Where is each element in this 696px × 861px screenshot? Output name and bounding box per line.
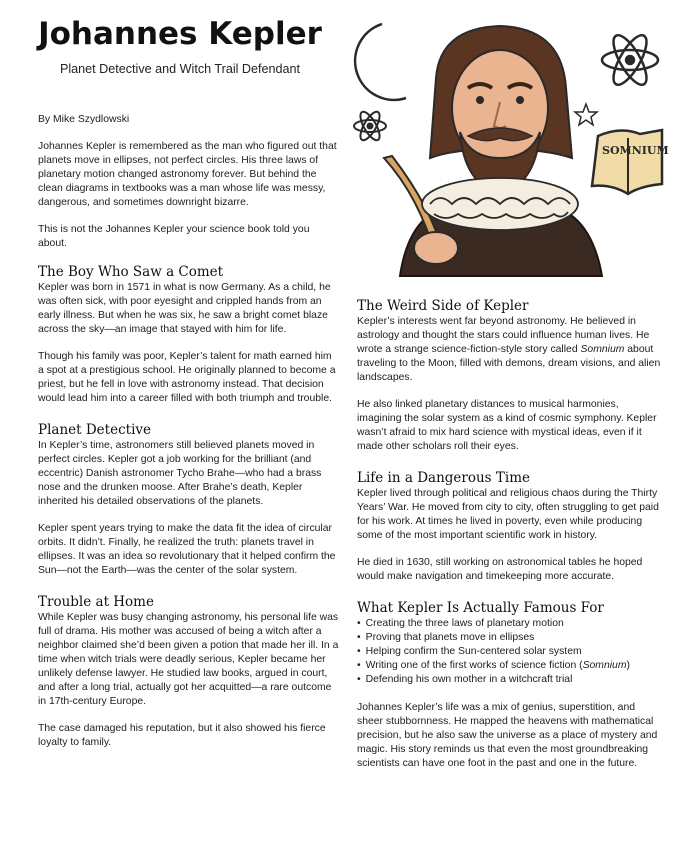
star-icon (575, 104, 597, 125)
weird-paragraph-1: Kepler’s interests went far beyond astronomy. He believed in astrology and thought the stars could influence human lives. He wrote a strange science-fiction-style story called Somnium about traveling to the Moon, filled with demons, dream visions, and alien landscapes. (357, 316, 661, 383)
list-item: • Proving that planets move in ellipses (357, 631, 661, 645)
section-heading-trouble: Trouble at Home (38, 594, 154, 610)
small-atom-icon (354, 109, 386, 143)
section-heading-weird: The Weird Side of Kepler (357, 298, 529, 314)
section-heading-boy: The Boy Who Saw a Comet (38, 264, 224, 280)
section-heading-danger: Life in a Dangerous Time (357, 470, 531, 486)
weird-paragraph-2: He also linked planetary distances to musical harmonies, imagining the solar system as a kind of cosmic symphony. Kepler wasn’t afraid to mix hard science with mystical ideas, even if it made other scholars roll their eyes. (357, 399, 657, 452)
left-column (38, 140, 340, 763)
closing-paragraph: Johannes Kepler’s life was a mix of genius, superstition, and sheer stubbornness. He mapped the heavens with mathematical precision, but he also saw the universe as a place of mystery and magic. His story reminds us that even the most groundbreaking scientists can have one foot in the past and one in the future. (357, 702, 658, 769)
section-heading-famous: What Kepler Is Actually Famous For (357, 600, 604, 616)
list-item: • Writing one of the first works of science fiction (Somnium) (357, 659, 661, 673)
boy-paragraph-2: Though his family was poor, Kepler’s talent for math earned him a spot at a prestigious school. He originally planned to become a priest, but he fell in love with astronomy instead. That decision would lead him into a career filled with both triumph and trouble. (38, 351, 336, 404)
byline: By Mike Szydlowski (38, 114, 130, 125)
crescent-moon-icon (355, 24, 406, 100)
somnium-book-icon (592, 130, 669, 194)
danger-paragraph-1: Kepler lived through political and religious chaos during the Thirty Years’ War. He moved from city to city, often struggling to get paid for his work. At times he lived in poverty, even while producing some of the most important scientific work in history. (357, 488, 659, 541)
section-heading-detective: Planet Detective (38, 422, 151, 438)
intro-paragraph-2: This is not the Johannes Kepler your science book told you about. (38, 224, 310, 249)
list-item: • Defending his own mother in a witchcraft trial (357, 673, 661, 687)
atom-icon (602, 31, 658, 89)
page-subtitle: Planet Detective and Witch Trail Defendant (59, 62, 301, 76)
list-item: • Creating the three laws of planetary motion (357, 617, 661, 631)
trouble-paragraph-1: While Kepler was busy changing astronomy, his personal life was full of drama. His mother was accused of being a witch after a neighbor claimed she’d been given a potion that made her ill. In a time when witch trials were deadly serious, Kepler became her unlikely defense lawyer. He studied law books, argued in court, and after a long trial, actually got her acquitted—a rare outcome in 17th-century Europe. (38, 612, 339, 707)
detective-paragraph-2: Kepler spent years trying to make the data fit the idea of circular orbits. It didn’t. Finally, he realized the truth: planets travel in ellipses. It was an idea so revolutionary that it helped confirm the Sun—not the Earth—was the center of the solar system. (38, 523, 336, 576)
list-item: • Helping confirm the Sun-centered solar system (357, 645, 661, 659)
boy-paragraph-1: Kepler was born in 1571 in what is now Germany. As a child, he was often sick, with poor eyesight and crippled hands from an early illness. But when he was six, he saw a bright comet blaze across the sky—an image that stayed with him for life. (38, 282, 331, 335)
famous-list (357, 617, 661, 687)
kepler-illustration (340, 8, 669, 276)
danger-paragraph-2: He died in 1630, still working on astronomical tables he hoped would make navigation and timekeeping more accurate. (357, 557, 643, 582)
detective-paragraph-1: In Kepler’s time, astronomers still believed planets moved in perfect circles. Kepler got a job working for the brilliant (and eccentric) Danish astronomer Tycho Brahe—who had a brass nose and the drunken moose. After Brahe’s death, Kepler inherited his detailed observations of the planets. (38, 440, 322, 507)
right-column (357, 298, 661, 784)
intro-paragraph-1: Johannes Kepler is remembered as the man who figured out that planets move in ellipses, not perfect circles. His three laws of planetary motion changed astronomy forever. But behind the clean diagrams in textbooks was a man whose life was messy, dangerous, and sometimes downright bizarre. (38, 141, 337, 208)
ruff-collar (422, 178, 578, 230)
trouble-paragraph-2: The case damaged his reputation, but it also showed his fierce loyalty to family. (38, 723, 326, 748)
book-title: SOMNIUM (602, 144, 669, 157)
page-title: Johannes Kepler (38, 16, 322, 52)
